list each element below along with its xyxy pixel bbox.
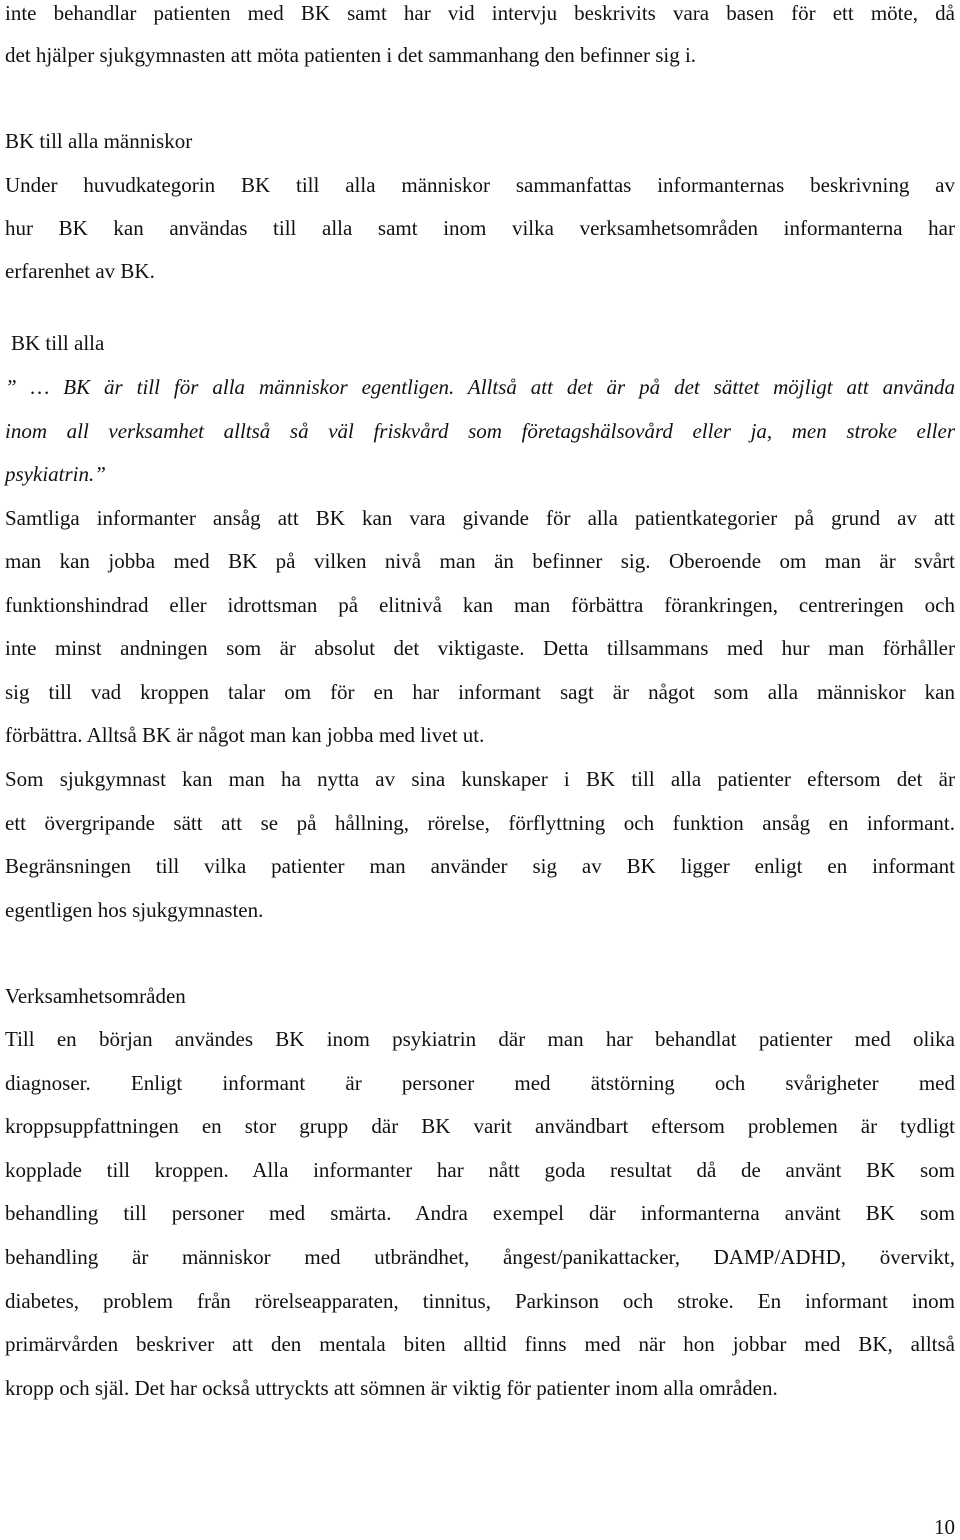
page-number: 10 bbox=[934, 1515, 955, 1539]
intro-line-2: det hjälper sjukgymnasten att möta patienten i det sammanhang den befinner sig i. bbox=[5, 43, 697, 67]
section2-line-4: kopplade till kroppen. Alla informanter har nått goda resultat då de använt BK som bbox=[5, 1158, 955, 1182]
section2-line-6: behandling är människor med utbrändhet, ångest/panikattacker, DAMP/ADHD, övervikt, bbox=[5, 1245, 955, 1269]
subheading-bk-till-alla: BK till alla bbox=[11, 331, 105, 355]
section2-line-3: kroppsuppfattningen en stor grupp där BK varit användbart eftersom problemen är tydligt bbox=[5, 1114, 955, 1138]
paragraph2-line-4: egentligen hos sjukgymnasten. bbox=[5, 898, 264, 922]
quote-line-1-part-b: Alltså att det är på det sättet möjligt att använda bbox=[454, 375, 955, 399]
quote-line-1 bbox=[5, 374, 955, 400]
section-heading-bk-till-alla-manniskor: BK till alla människor bbox=[5, 129, 193, 153]
intro-line-1: inte behandlar patienten med BK samt har vid intervju beskrivits vara basen för ett möte, då bbox=[5, 1, 955, 25]
paragraph1-line-6: förbättra. Alltså BK är något man kan jobba med livet ut. bbox=[5, 723, 485, 747]
section1-line-3: erfarenhet av BK. bbox=[5, 259, 155, 283]
section-heading-verksamhetsomraden: Verksamhetsområden bbox=[5, 984, 186, 1008]
section2-line-1: Till en början användes BK inom psykiatrin där man har behandlat patienter med olika bbox=[5, 1027, 955, 1051]
section1-line-1: Under huvudkategorin BK till alla människor sammanfattas informanternas beskrivning av bbox=[5, 173, 955, 197]
paragraph2-line-3: Begränsningen till vilka patienter man använder sig av BK ligger enligt en informant bbox=[5, 854, 955, 878]
section2-line-5: behandling till personer med smärta. Andra exempel där informanterna använt BK som bbox=[5, 1201, 955, 1225]
quote-line-1-part-a: ” … BK är till för alla människor egentligen. bbox=[5, 375, 455, 399]
paragraph2-line-1: Som sjukgymnast kan man ha nytta av sina kunskaper i BK till alla patienter eftersom det är bbox=[5, 767, 955, 791]
quote-line-2: inom all verksamhet alltså så väl friskvård som företagshälsovård eller ja, men stroke eller bbox=[5, 419, 955, 443]
section1-line-2: hur BK kan användas till alla samt inom vilka verksamhetsområden informanterna har bbox=[5, 216, 955, 240]
section2-line-7: diabetes, problem från rörelseapparaten, tinnitus, Parkinson och stroke. En informant inom bbox=[5, 1289, 955, 1313]
section2-line-2: diagnoser. Enligt informant är personer med ätstörning och svårigheter med bbox=[5, 1071, 955, 1095]
section2-line-8: primärvården beskriver att den mentala biten alltid finns med när hon jobbar med BK, alltså bbox=[5, 1332, 955, 1356]
paragraph2-line-2: ett övergripande sätt att se på hållning, rörelse, förflyttning och funktion ansåg en informant. bbox=[5, 811, 955, 835]
section2-line-9: kropp och själ. Det har också uttryckts att sömnen är viktig för patienter inom alla områden. bbox=[5, 1376, 778, 1400]
paragraph1-line-2: man kan jobba med BK på vilken nivå man än befinner sig. Oberoende om man är svårt bbox=[5, 549, 955, 573]
quote-line-3: psykiatrin.” bbox=[5, 462, 106, 486]
paragraph1-line-3: funktionshindrad eller idrottsman på elitnivå kan man förbättra förankringen, centreringen och bbox=[5, 593, 955, 617]
paragraph1-line-5: sig till vad kroppen talar om för en har informant sagt är något som alla människor kan bbox=[5, 680, 955, 704]
paragraph1-line-4: inte minst andningen som är absolut det viktigaste. Detta tillsammans med hur man förhåller bbox=[5, 636, 955, 660]
paragraph1-line-1: Samtliga informanter ansåg att BK kan vara givande för alla patientkategorier på grund av att bbox=[5, 506, 955, 530]
